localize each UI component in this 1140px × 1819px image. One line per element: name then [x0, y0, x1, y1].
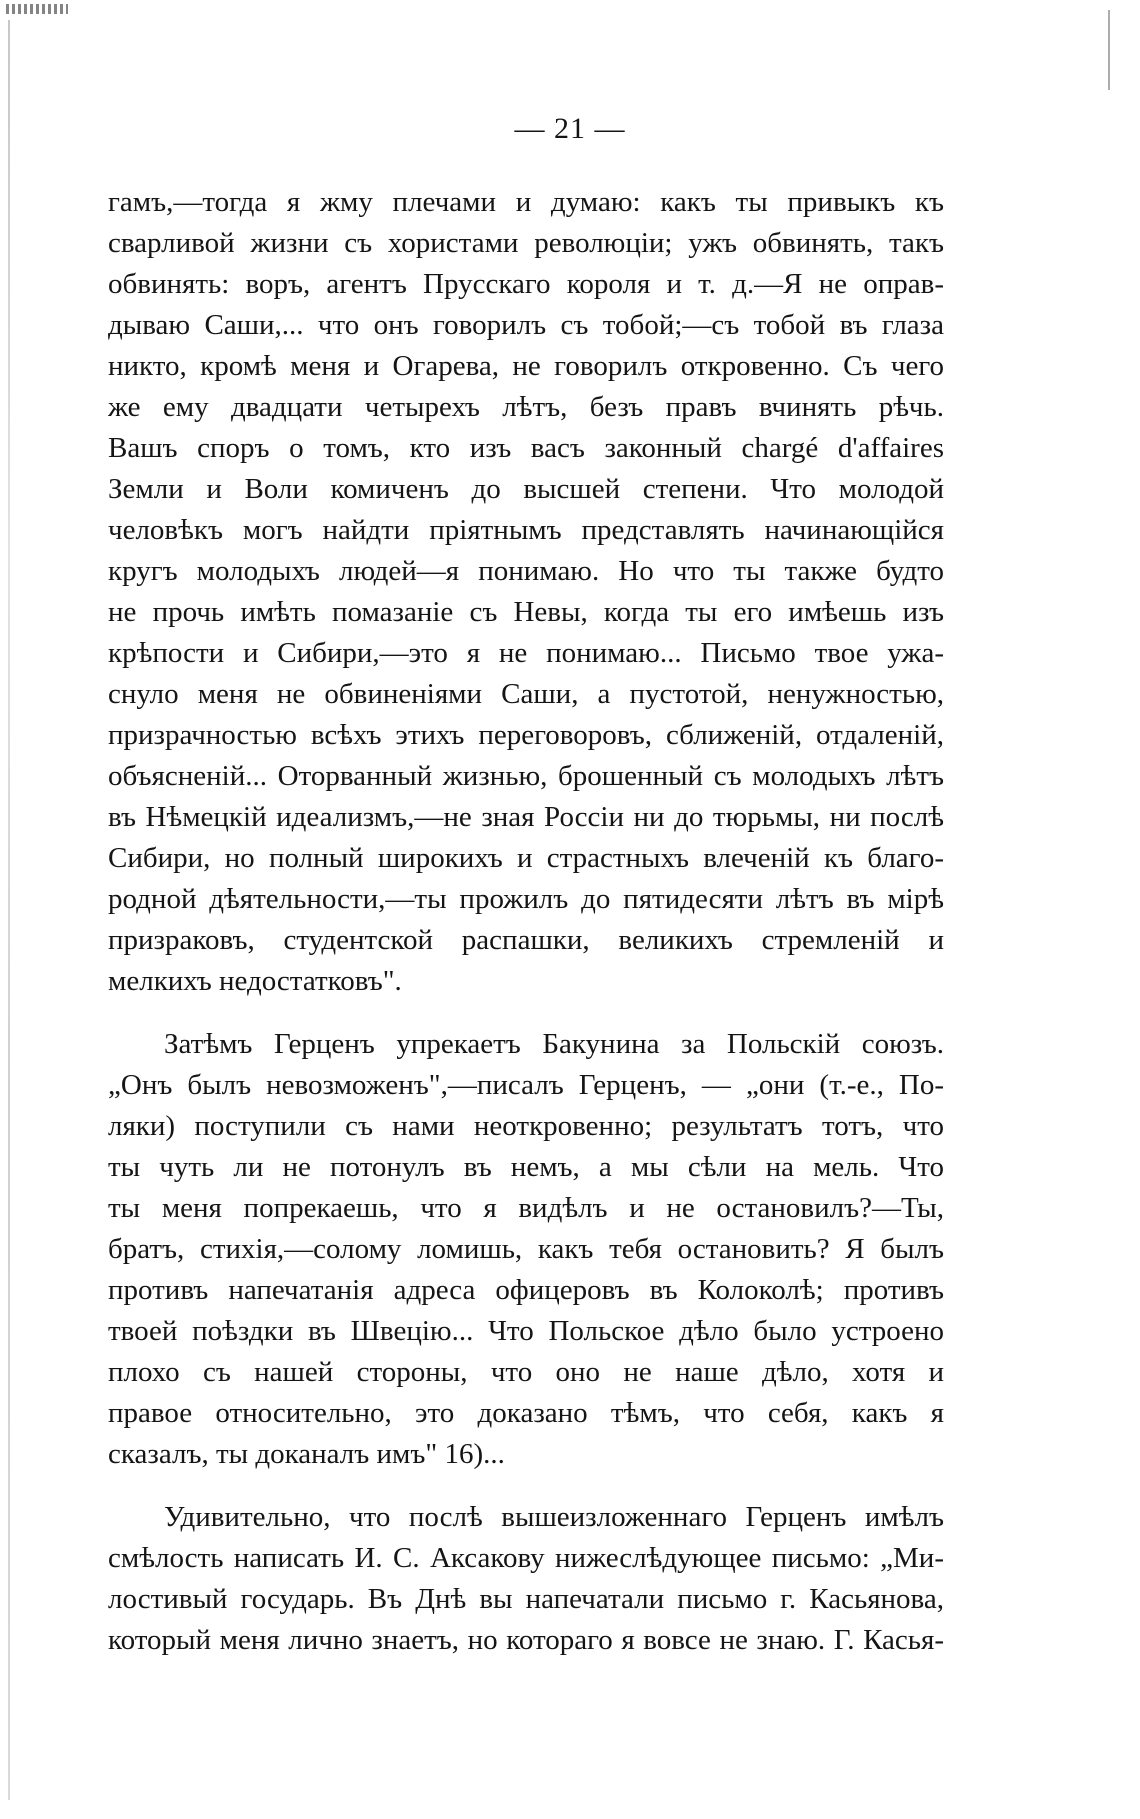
text-line: сказалъ, ты доканалъ имъ" 16)... — [108, 1438, 505, 1470]
text-line: родной дѣятельности,—ты прожилъ до пятидесяти лѣтъ въ мірѣ — [108, 883, 944, 915]
text-line: не прочь имѣть помазаніе съ Невы, когда ты его имѣешь изъ — [108, 596, 944, 628]
paragraph — [108, 1024, 944, 1475]
text-line: призраковъ, студентской распашки, великихъ стремленій и — [108, 924, 944, 956]
text-line: ты меня попрекаешь, что я видѣлъ и не остановилъ?—Ты, — [108, 1192, 944, 1224]
text-line: Затѣмъ Герценъ упрекаетъ Бакунина за Польскій союзъ. — [164, 1028, 944, 1060]
scan-artifact-corner — [6, 4, 68, 14]
paragraph-gap — [108, 1475, 944, 1497]
text-line: лостивый государь. Въ Днѣ вы напечатали письмо г. Касьянова, — [108, 1583, 944, 1615]
text-line: дываю Саши,... что онъ говорилъ съ тобой;—съ тобой въ глаза — [108, 309, 944, 341]
text-line: кругъ молодыхъ людей—я понимаю. Но что ты также будто — [108, 555, 944, 587]
text-line: мелкихъ недостатковъ". — [108, 965, 402, 997]
text-line: противъ напечатанія адреса офицеровъ въ Колоколѣ; противъ — [108, 1274, 944, 1306]
text-line: братъ, стихія,—солому ломишь, какъ тебя остановить? Я былъ — [108, 1233, 944, 1265]
text-line: призрачностью всѣхъ этихъ переговоровъ, сближеній, отдаленій, — [108, 719, 944, 751]
text-line: снуло меня не обвиненіями Саши, а пустотой, ненужностью, — [108, 678, 944, 710]
paragraph — [108, 182, 944, 1002]
text-line: въ Нѣмецкій идеализмъ,—не зная Россіи ни до тюрьмы, ни послѣ — [108, 801, 944, 833]
text-line: который меня лично знаетъ, но котораго я вовсе не знаю. Г. Касья- — [108, 1624, 944, 1656]
scan-artifact-left-edge — [8, 20, 10, 1800]
body-text — [108, 182, 944, 1661]
text-line: Сибири, но полный широкихъ и страстныхъ влеченій къ благо- — [108, 842, 944, 874]
text-line: плохо съ нашей стороны, что оно не наше дѣло, хотя и — [108, 1356, 944, 1388]
text-line: смѣлость написать И. С. Аксакову нижеслѣдующее письмо: „Ми- — [108, 1542, 944, 1574]
paragraph-gap — [108, 1002, 944, 1024]
scan-artifact-right-edge — [1108, 10, 1110, 90]
text-line: объясненій... Оторванный жизнью, брошенный съ молодыхъ лѣтъ — [108, 760, 944, 792]
text-line: Удивительно, что послѣ вышеизложеннаго Герценъ имѣлъ — [164, 1501, 944, 1533]
text-line: „Онъ былъ невозможенъ",—писалъ Герценъ, — „они (т.-е., По- — [108, 1069, 944, 1101]
text-line: же ему двадцати четырехъ лѣтъ, безъ правъ вчинять рѣчь. — [108, 391, 944, 423]
text-line: ты чуть ли не потонулъ въ немъ, а мы сѣли на мель. Что — [108, 1151, 944, 1183]
text-line: крѣпости и Сибири,—это я не понимаю... Письмо твое ужа- — [108, 637, 944, 669]
text-line: правое относительно, это доказано тѣмъ, что себя, какъ я — [108, 1397, 944, 1429]
text-line-italic-lead: Земли и Воли комиченъ до высшей степени. Что молодой — [108, 473, 944, 505]
paragraph — [108, 1497, 944, 1661]
page-number: — 21 — — [514, 112, 626, 145]
text-line: никто, кромѣ меня и Огарева, не говорилъ откровенно. Съ чего — [108, 350, 944, 382]
text-line: гамъ,—тогда я жму плечами и думаю: какъ ты привыкъ къ — [108, 186, 944, 218]
text-line: человѣкъ могъ найдти пріятнымъ представлять начинающійся — [108, 514, 944, 546]
text-line: сварливой жизни съ хористами революціи; ужъ обвинять, такъ — [108, 227, 944, 259]
text-line: Вашъ споръ о томъ, кто изъ васъ законный chargé d'affaires — [108, 432, 944, 464]
text-line: обвинять: воръ, агентъ Прусскаго короля и т. д.—Я не оправ- — [108, 268, 944, 300]
text-line: твоей поѣздки въ Швецію... Что Польское дѣло было устроено — [108, 1315, 944, 1347]
text-line: ляки) поступили съ нами неоткровенно; результатъ тотъ, что — [108, 1110, 944, 1142]
